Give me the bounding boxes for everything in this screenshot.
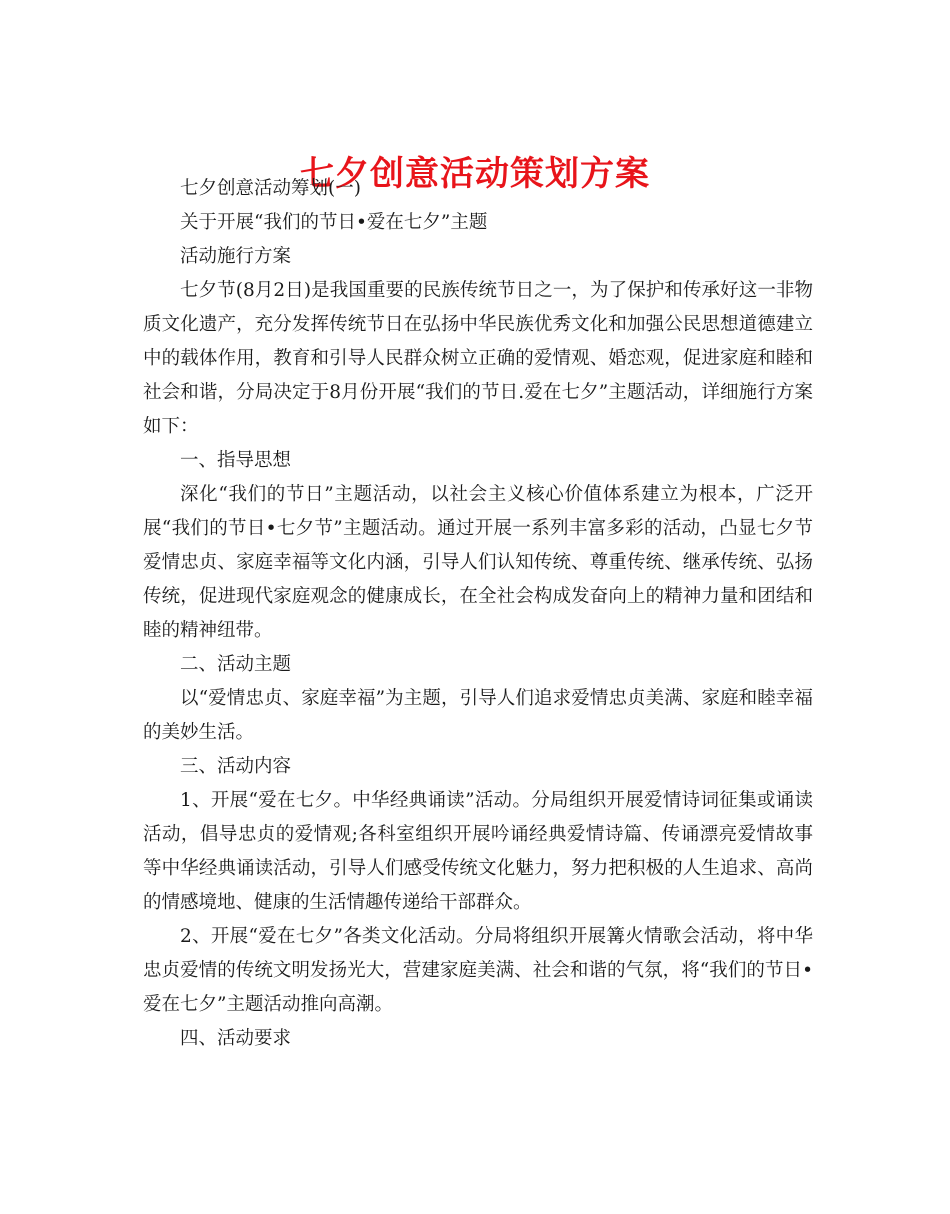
paragraph-activity-theme: 以“爱情忠贞、家庭幸福”为主题，引导人们追求爱情忠贞美满、家庭和睦幸福的美妙生活。 <box>143 688 813 743</box>
section-heading-activity-requirements: 四、活动要求 <box>180 1028 292 1049</box>
paragraph-guiding-ideology: 深化“我们的节日”主题活动，以社会主义核心价值体系建立为根本，广泛开展“我们的节日•七夕节”主题活动。通过开展一系列丰富多彩的活动，凸显七夕节爱情忠贞、家庭幸福等文化内涵，引导人们认知传统、尊重传统、继承传统、弘扬传统，促进现代家庭观念的健康成长，在全社会构成发奋向上的精神力量和团结和睦的精神纽带。 <box>143 484 813 641</box>
heading-plan-one: 七夕创意活动筹划(一) <box>180 178 361 199</box>
section-heading-activity-theme: 二、活动主题 <box>180 654 292 675</box>
document-title: 七夕创意活动策划方案 <box>300 153 650 194</box>
paragraph-content-item-1: 1、开展“爱在七夕。中华经典诵读”活动。分局组织开展爱情诗词征集或诵读活动，倡导忠贞的爱情观;各科室组织开展吟诵经典爱情诗篇、传诵漂亮爱情故事等中华经典诵读活动，引导人们感受传统文化魅力，努力把积极的人生追求、高尚的情感境地、健康的生活情趣传递给干部群众。 <box>143 790 813 913</box>
heading-theme-intro: 关于开展“我们的节日•爱在七夕”主题 <box>180 212 488 233</box>
section-heading-activity-content: 三、活动内容 <box>180 756 292 777</box>
paragraph-content-item-2: 2、开展“爱在七夕”各类文化活动。分局将组织开展篝火情歌会活动，将中华忠贞爱情的传统文明发扬光大，营建家庭美满、社会和谐的气氛，将“我们的节日•爱在七夕”主题活动推向高潮。 <box>143 926 813 1015</box>
section-heading-guiding-ideology: 一、指导思想 <box>180 450 292 471</box>
heading-implementation-plan: 活动施行方案 <box>180 246 292 267</box>
paragraph-introduction: 七夕节(8月2日)是我国重要的民族传统节日之一，为了保护和传承好这一非物质文化遗产，充分发挥传统节日在弘扬中华民族优秀文化和加强公民思想道德建立中的载体作用，教育和引导人民群众树立正确的爱情观、婚恋观，促进家庭和睦和社会和谐，分局决定于8月份开展“我们的节日.爱在七夕”主题活动，详细施行方案如下： <box>143 280 813 437</box>
document-body <box>143 172 813 1056</box>
